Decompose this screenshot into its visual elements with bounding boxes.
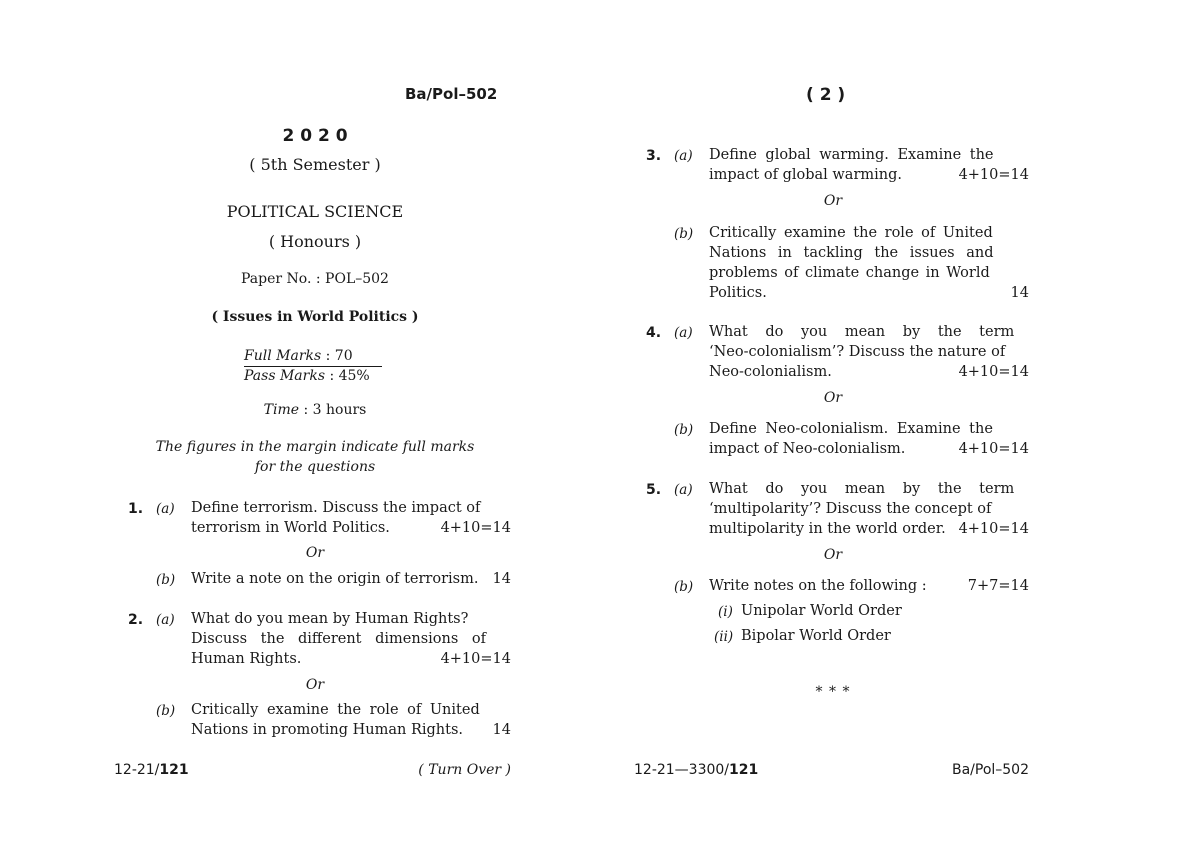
end-mark: * * *: [815, 684, 851, 700]
sub-part-label: (i): [718, 604, 733, 620]
or-separator: Or: [823, 547, 843, 563]
question-number: 1.: [128, 501, 144, 517]
part-label: (a): [674, 325, 693, 341]
question-3: [628, 145, 1038, 305]
q5a-line-1: What do you mean by the term: [709, 481, 1015, 497]
q2a-line-3: Human Rights.: [191, 651, 302, 667]
q1a-line-1: Define terrorism. Discuss the impact of: [191, 500, 481, 516]
q1a-line-2: terrorism in World Politics.: [191, 520, 390, 536]
subject: POLITICAL SCIENCE: [226, 202, 404, 221]
footer-code-number: 121: [729, 762, 759, 778]
footer-paper-code: Ba/Pol–502: [951, 762, 1029, 778]
q2b-marks: 14: [492, 722, 511, 738]
or-separator: Or: [823, 390, 843, 406]
q2a-line-1: What do you mean by Human Rights?: [191, 611, 469, 627]
footer-code-number: 121: [159, 762, 189, 778]
q3b-line-2: Nations in tackling the issues and: [709, 245, 994, 261]
or-separator: Or: [823, 193, 843, 209]
instruction-line-2: for the questions: [254, 459, 376, 475]
sub-part-i-text: Unipolar World Order: [741, 603, 902, 619]
part-label: (a): [156, 612, 175, 628]
turn-over: ( Turn Over ): [418, 762, 511, 778]
pass-marks: [244, 368, 394, 384]
q2a-marks: 4+10=14: [440, 651, 511, 667]
header-code: Ba/Pol–502: [405, 85, 498, 103]
footer-code: [634, 762, 758, 778]
sub-part-label: (ii): [714, 629, 734, 645]
q1a-marks: 4+10=14: [440, 520, 511, 536]
q5b-marks: 7+7=14: [967, 578, 1029, 594]
q5a-line-2: ‘multipolarity’? Discuss the concept of: [709, 501, 992, 517]
part-label: (b): [674, 579, 694, 595]
footer-code-prefix: 12-21/: [114, 762, 160, 778]
q5b-line-1: Write notes on the following :: [709, 578, 927, 594]
part-label: (a): [156, 501, 175, 517]
q1b-marks: 14: [492, 571, 511, 587]
question-number: 5.: [646, 482, 662, 498]
q3a-line-1: Define global warming. Examine the: [709, 147, 994, 163]
q4b-line-1: Define Neo-colonialism. Examine the: [709, 421, 993, 437]
q2a-line-2: Discuss the different dimensions of: [191, 631, 486, 647]
q3b-marks: 14: [1010, 285, 1029, 301]
question-5: [628, 479, 1038, 649]
q2b-line-1: Critically examine the role of United: [191, 702, 480, 718]
paper-title: ( Issues in World Politics ): [211, 309, 419, 325]
question-1: [110, 498, 520, 598]
or-separator: Or: [305, 677, 325, 693]
marks-divider: [244, 366, 382, 367]
q4a-marks: 4+10=14: [958, 364, 1029, 380]
question-number: 2.: [128, 612, 144, 628]
full-marks-value: : 70: [325, 348, 353, 364]
footer-code: [114, 762, 189, 778]
pass-marks-value: : 45%: [329, 368, 370, 384]
q4a-line-3: Neo-colonialism.: [709, 364, 832, 380]
exam-year: 2 0 2 0: [282, 126, 348, 146]
q4a-line-1: What do you mean by the term: [709, 324, 1015, 340]
left-page: [110, 0, 520, 857]
part-label: (b): [156, 572, 176, 588]
q5a-line-3: multipolarity in the world order.: [709, 521, 946, 537]
q5a-marks: 4+10=14: [958, 521, 1029, 537]
question-number: 4.: [646, 325, 662, 341]
q4b-line-2: impact of Neo-colonialism.: [709, 441, 906, 457]
paper-number: Paper No. : POL–502: [241, 271, 389, 287]
question-4: [628, 322, 1038, 462]
footer-code-prefix: 12-21—3300/: [634, 762, 730, 778]
sub-part-ii-text: Bipolar World Order: [741, 628, 891, 644]
full-marks: [244, 348, 384, 364]
question-number: 3.: [646, 148, 662, 164]
or-separator: Or: [305, 545, 325, 561]
q1b-line-1: Write a note on the origin of terrorism.: [191, 571, 479, 587]
time-value: : 3 hours: [303, 402, 367, 418]
honours: ( Honours ): [268, 232, 362, 251]
instruction-line-1: The figures in the margin indicate full marks: [155, 439, 475, 455]
q3a-line-2: impact of global warming.: [709, 167, 903, 183]
page-number: ( 2 ): [806, 85, 846, 105]
q3b-line-4: Politics.: [709, 285, 767, 301]
q3a-marks: 4+10=14: [958, 167, 1029, 183]
q3b-line-3: problems of climate change in World: [709, 265, 990, 281]
q4a-line-2: ‘Neo-colonialism’? Discuss the nature of: [709, 344, 1006, 360]
q4b-marks: 4+10=14: [958, 441, 1029, 457]
q3b-line-1: Critically examine the role of United: [709, 225, 993, 241]
full-marks-label: Full Marks: [244, 348, 322, 364]
question-2: [110, 609, 520, 739]
pass-marks-label: Pass Marks: [244, 368, 325, 384]
q2b-line-2: Nations in promoting Human Rights.: [191, 722, 463, 738]
part-label: (a): [674, 482, 693, 498]
right-page: [628, 0, 1038, 857]
part-label: (b): [674, 226, 694, 242]
part-label: (b): [156, 703, 176, 719]
time: [110, 402, 520, 418]
semester: ( 5th Semester ): [249, 155, 381, 174]
part-label: (b): [674, 422, 694, 438]
part-label: (a): [674, 148, 693, 164]
time-label: Time: [263, 402, 300, 418]
